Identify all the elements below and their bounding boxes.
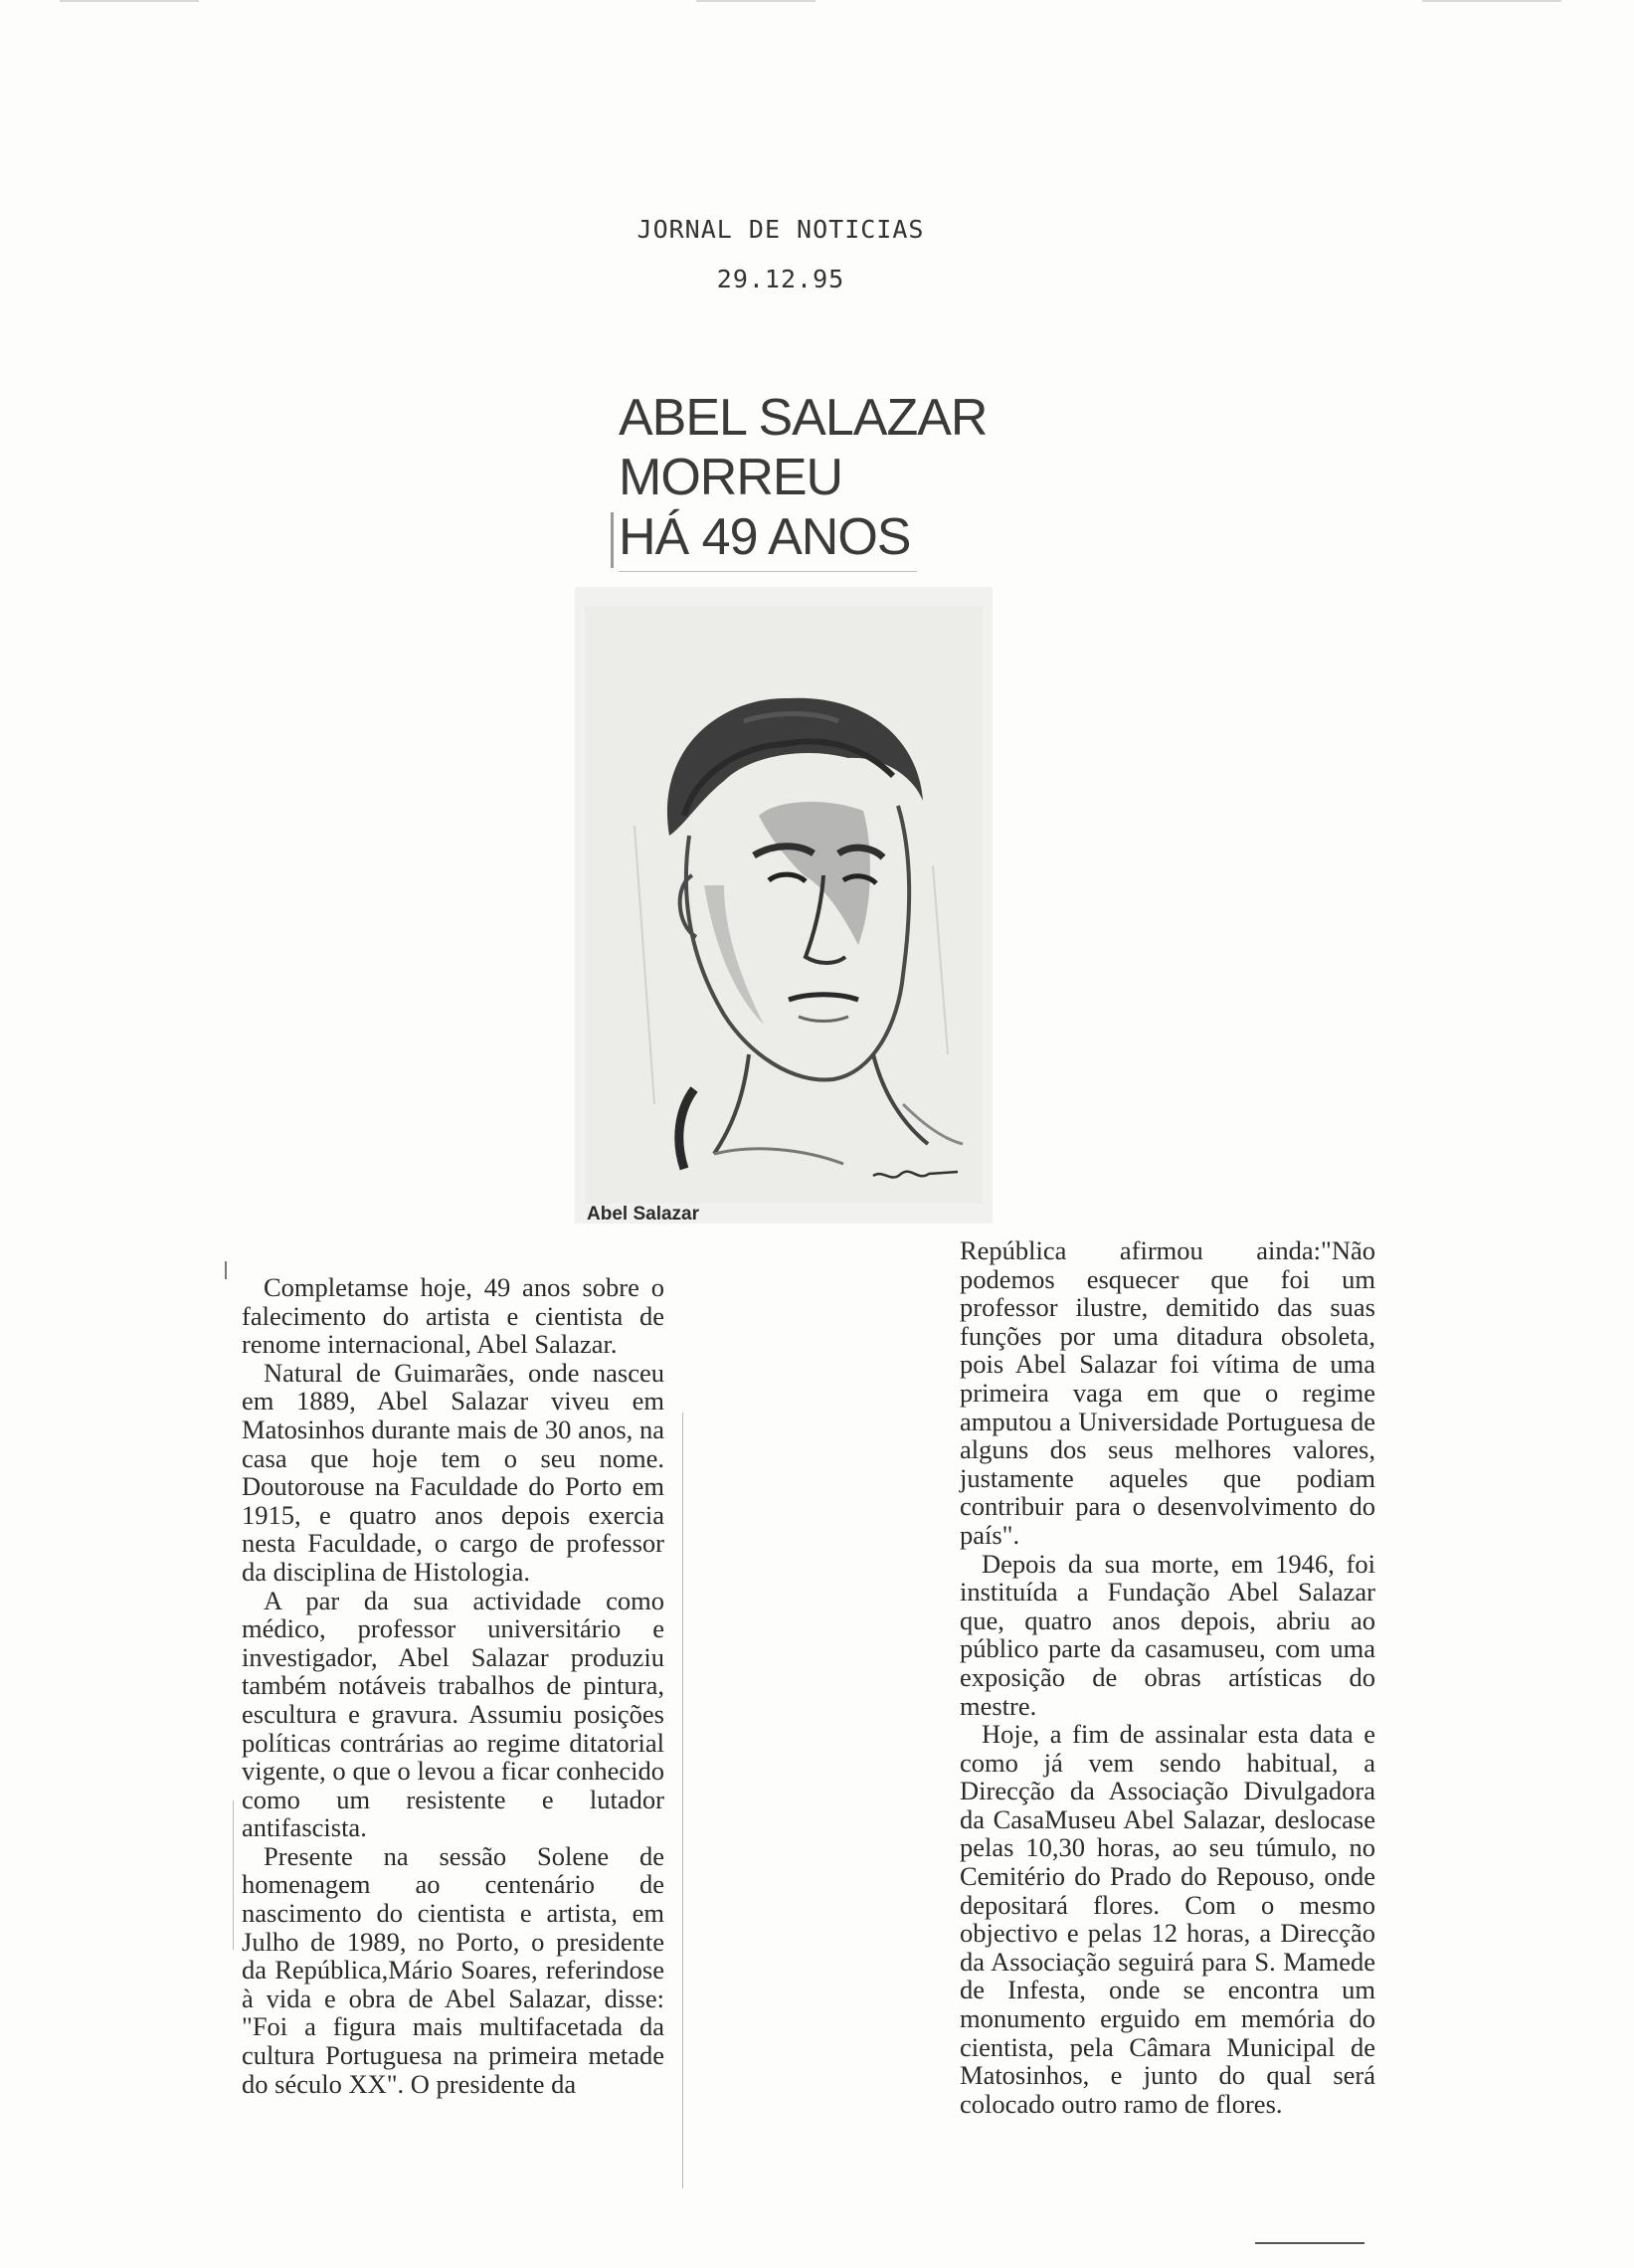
headline-line: HÁ 49 ANOS (619, 508, 911, 566)
headline-line: ABEL SALAZAR (619, 389, 988, 447)
publication-name: JORNAL DE NOTICIAS (636, 215, 925, 244)
column-margin-rule (682, 1413, 683, 2188)
page-edge-mark (696, 0, 816, 2)
article-paragraph: República afirmou ainda:"Não podemos esquecer que foi um professor ilustre, demitido das suas funções por uma ditadura obsoleta, pois Abel Salazar foi vítima de uma primeira vaga em que o regime amputou a Universidade Portuguesa de alguns dos seus melhores valores, justamente aqueles que podiam contribuir para o desenvolvimento do país". (960, 1235, 1375, 1550)
article-paragraph: Presente na sessão Solene de homenagem ao centenário de nascimento do cientista e artista, em Julho de 1989, no Porto, o presidente da República,Mário Soares, referindose à vida e obra de Abel Salazar, disse: "Foi a figura mais multifacetada da cultura Portuguesa na primeira metade do século XX". O presidente da (242, 1840, 664, 2099)
page-edge-mark (1422, 0, 1561, 2)
column-margin-rule (233, 1800, 234, 1950)
article-paragraph: Hoje, a fim de assinalar esta data e como já vem sendo habitual, a Direcção da Associação Divulgadora da CasaMuseu Abel Salazar, deslocase pelas 10,30 horas, ao seu túmulo, no Cemitério do Prado do Repouso, onde depositará flores. Com o mesmo objectivo e pelas 12 horas, a Direcção da Associação seguirá para S. Mamede de Infesta, onde se encontra um monumento erguido em memória do cientista, pela Câmara Municipal de Matosinhos, e junto do qual será colocado outro ramo de flores. (960, 1719, 1375, 2119)
article-paragraph: Completamse hoje, 49 anos sobre o falecimento do artista e cientista de renome internacional, Abel Salazar. (242, 1272, 664, 1360)
article-headline (619, 388, 987, 567)
headline-side-bar (611, 512, 614, 568)
article-paragraph: Natural de Guimarães, onde nasceu em 1889, Abel Salazar viveu em Matosinhos durante mais de 30 anos, na casa que hoje tem o seu nome. Doutorouse na Faculdade do Porto em 1915, e quatro anos depois exercia nesta Faculdade, o cargo de professor da disciplina de Histologia. (242, 1357, 664, 1587)
publication-date: 29.12.95 (716, 265, 845, 293)
portrait-sketch (575, 587, 993, 1224)
headline-line: MORREU (619, 449, 843, 506)
end-mark (1255, 2242, 1364, 2244)
page-edge-mark (60, 0, 199, 2)
headline-underline (619, 571, 917, 572)
article-paragraph: A par da sua actividade como médico, professor universitário e investigador, Abel Salazar produziu também notáveis trabalhos de pintura, escultura e gravura. Assumiu posições políticas contrárias ao regime ditatorial vigente, o que o levou a ficar conhecido como um resistente e lutador antifascista. (242, 1585, 664, 1843)
column-corner-mark (225, 1261, 227, 1279)
article-body-right-column (960, 1236, 1375, 2118)
photo-caption: Abel Salazar (587, 1204, 699, 1225)
article-paragraph: Depois da sua morte, em 1946, foi instituída a Fundação Abel Salazar que, quatro anos depois, abriu ao público parte da casamuseu, com uma exposição de obras artísticas do mestre. (960, 1548, 1375, 1721)
article-body-left-column (242, 1273, 664, 2098)
